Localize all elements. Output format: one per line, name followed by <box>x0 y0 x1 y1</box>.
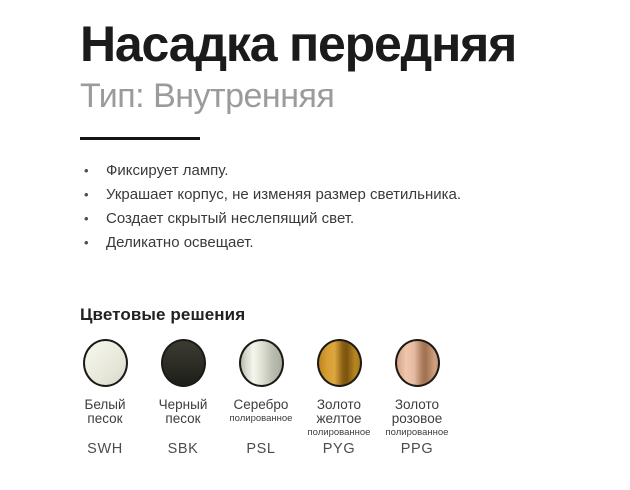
page-subtitle: Тип: Внутренняя <box>80 77 335 115</box>
feature-item <box>80 183 630 207</box>
color-option <box>144 339 222 457</box>
feature-text: Создает скрытый неслепящий свет. <box>106 210 355 227</box>
feature-item <box>80 159 630 183</box>
color-option <box>378 339 456 457</box>
swatch-label-box <box>84 398 125 441</box>
swatch-name: Черный песок <box>158 397 208 426</box>
color-option <box>222 339 300 457</box>
bullet-icon: • <box>84 163 89 178</box>
feature-text: Фиксирует лампу. <box>106 162 229 179</box>
divider <box>80 137 200 140</box>
swatch-row <box>66 339 630 457</box>
swatch-name: Белый песок <box>84 397 126 426</box>
swatch-label-box <box>386 398 449 441</box>
swatch-circle <box>161 339 206 387</box>
swatch-note: полированное <box>385 427 449 438</box>
swatch-name: Серебро <box>233 397 289 412</box>
swatch-circle <box>317 339 362 387</box>
page-title: Насадка передняя <box>80 16 517 72</box>
swatch-name: Золото желтое <box>316 397 362 426</box>
color-option <box>300 339 378 457</box>
feature-item <box>80 207 630 231</box>
swatch-circle <box>83 339 128 387</box>
swatch-label-box <box>308 398 371 441</box>
bullet-icon: • <box>84 235 89 250</box>
color-option <box>66 339 144 457</box>
feature-item <box>80 231 630 255</box>
swatch-label-box <box>159 398 208 441</box>
swatch-code: SWH <box>87 441 123 457</box>
color-options-heading: Цветовые решения <box>80 305 246 324</box>
swatch-circle <box>239 339 284 387</box>
bullet-icon: • <box>84 187 89 202</box>
swatch-name: Золото розовое <box>391 397 443 426</box>
swatch-note: полированное <box>229 413 293 424</box>
swatch-label-box <box>230 398 293 441</box>
feature-text: Украшает корпус, не изменяя размер светильника. <box>106 186 462 203</box>
swatch-code: PPG <box>400 441 434 457</box>
feature-list <box>80 159 630 255</box>
feature-text: Деликатно освещает. <box>106 234 254 251</box>
swatch-code: SBK <box>167 441 199 457</box>
swatch-note: полированное <box>307 427 371 438</box>
swatch-circle <box>395 339 440 387</box>
swatch-code: PSL <box>246 441 276 457</box>
bullet-icon: • <box>84 211 89 226</box>
swatch-code: PYG <box>322 441 356 457</box>
